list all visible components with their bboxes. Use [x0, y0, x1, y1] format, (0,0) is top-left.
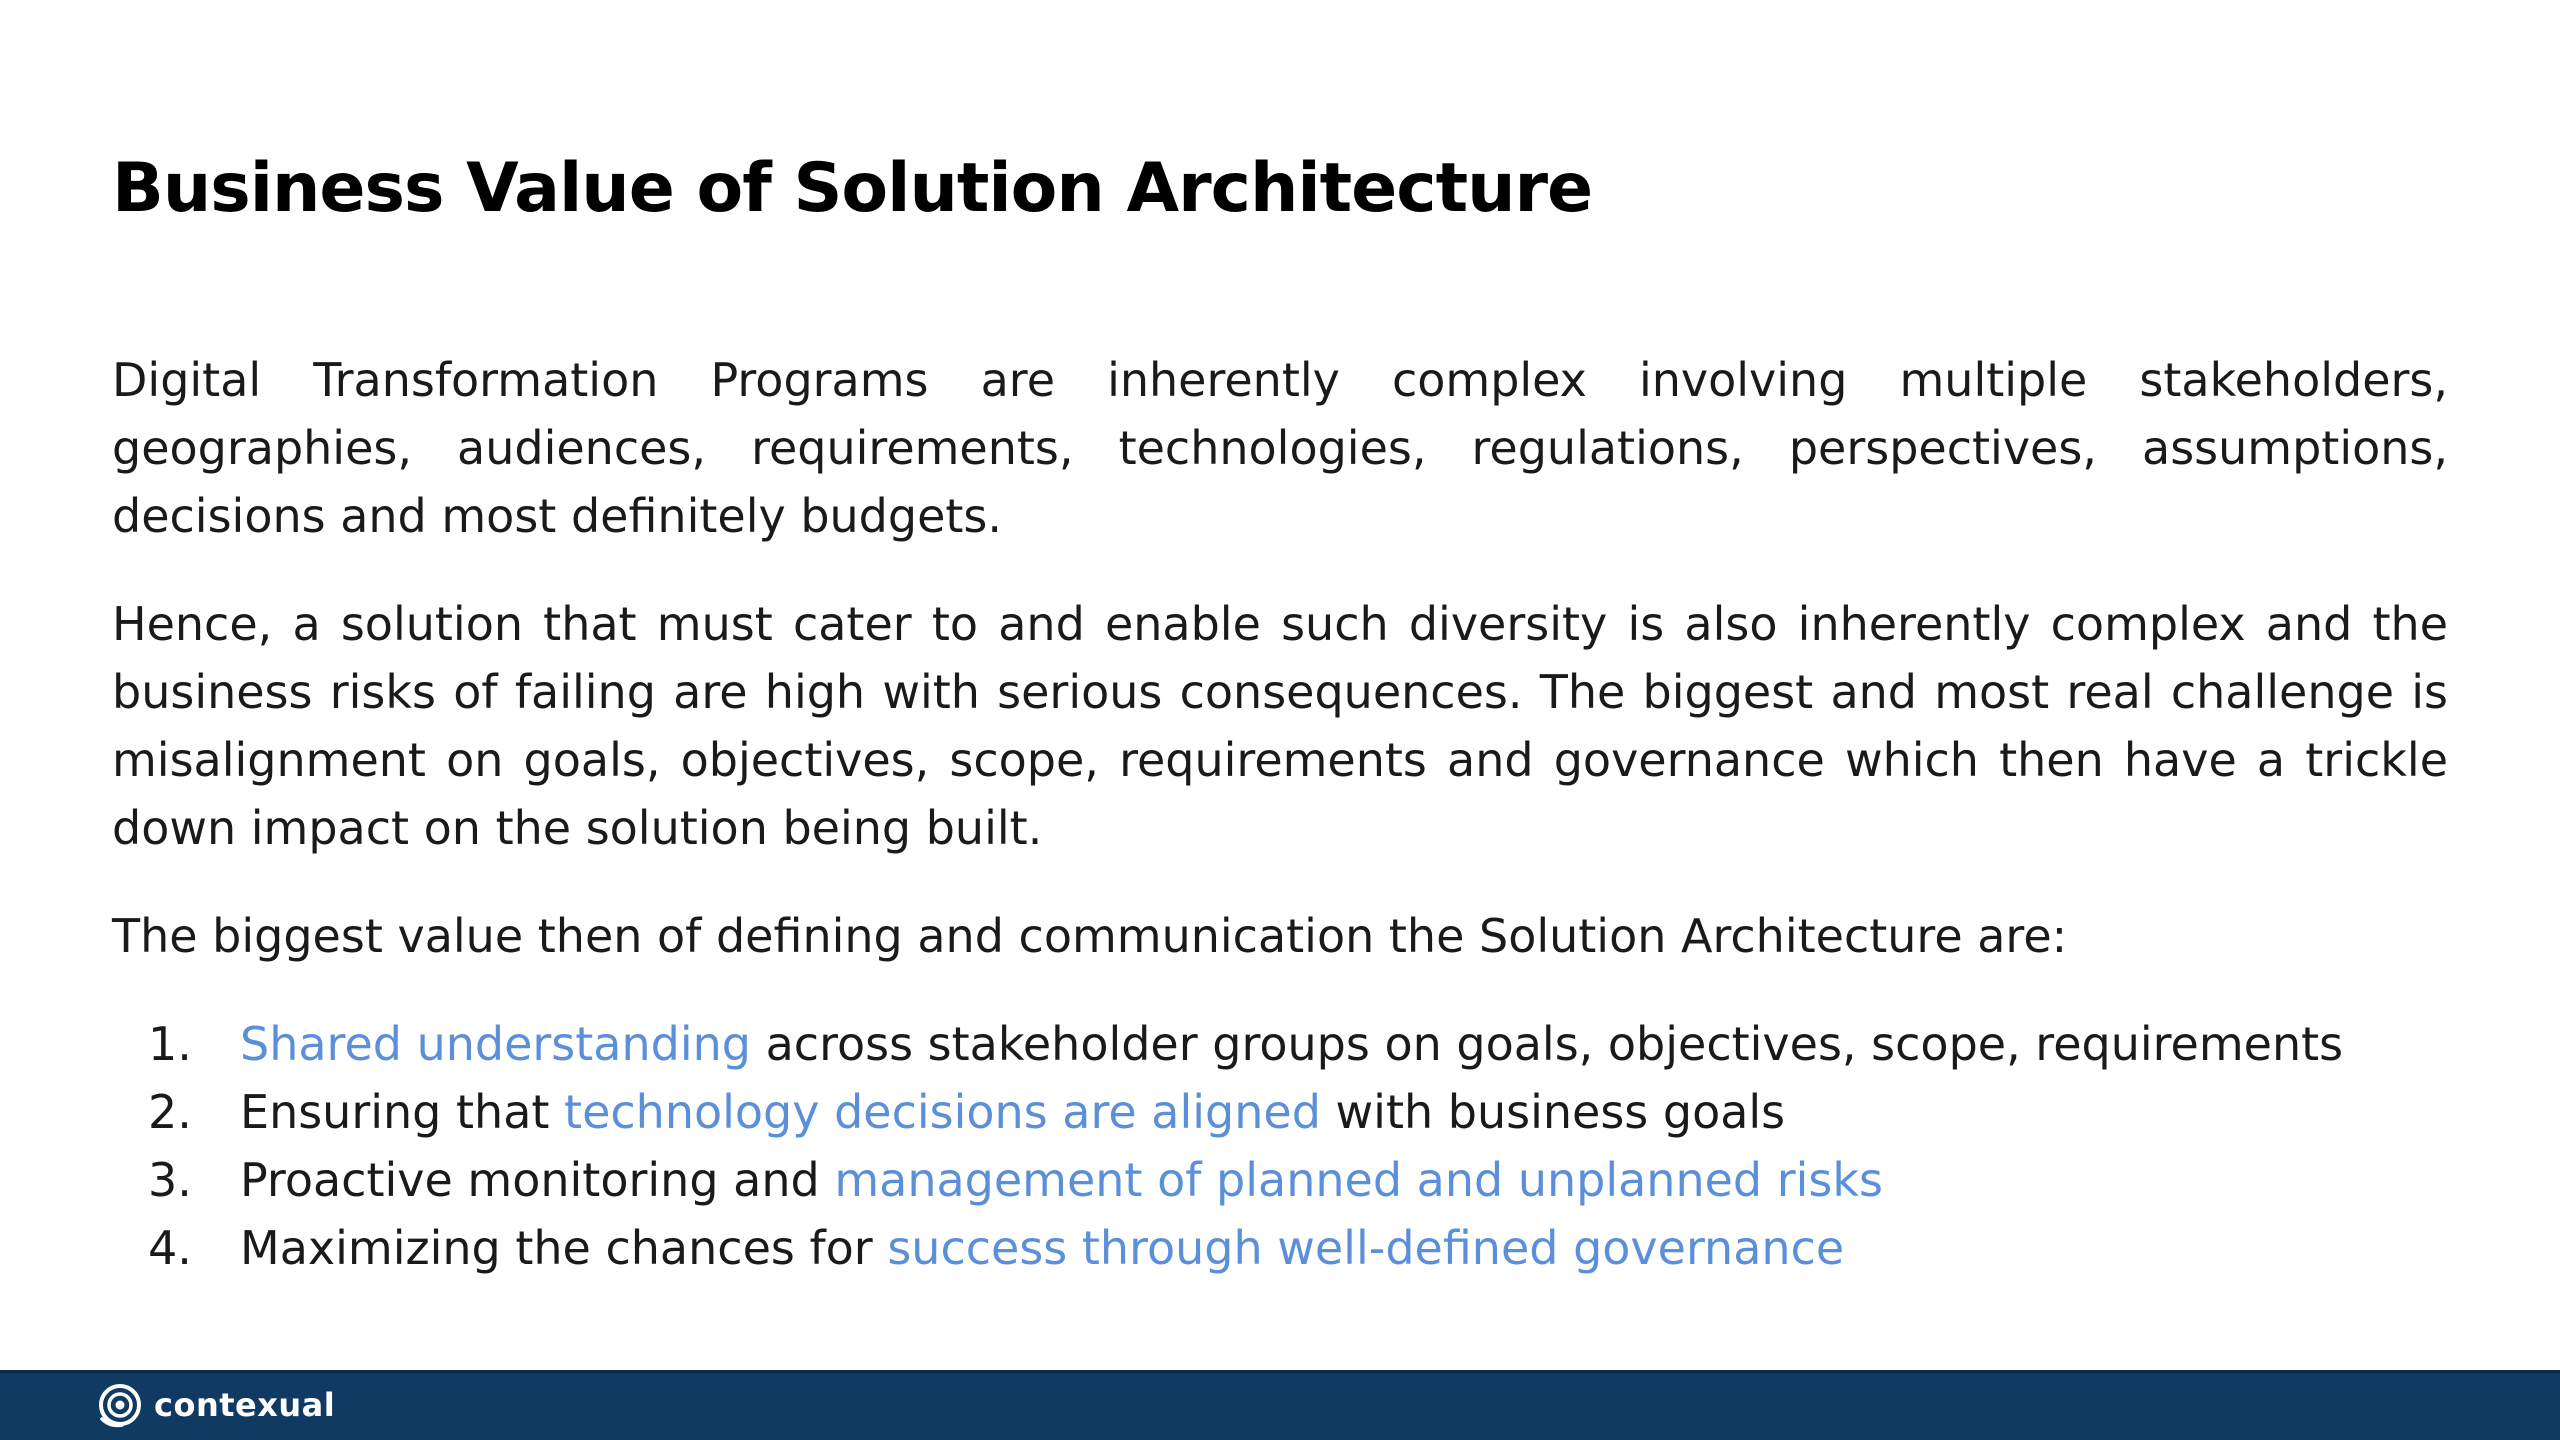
list-item-text-before: Maximizing the chances for: [240, 1221, 888, 1275]
brand-name: contexual: [154, 1386, 336, 1424]
footer-divider: [0, 1370, 2560, 1373]
list-item-highlight: technology decisions are aligned: [564, 1085, 1321, 1139]
list-item-number: 2.: [148, 1085, 192, 1139]
list-item-highlight: management of planned and unplanned risks: [834, 1153, 1883, 1207]
list-item-number: 3.: [148, 1153, 192, 1207]
slide-body: [112, 346, 2448, 1282]
contextual-logo-icon: [96, 1381, 144, 1429]
paragraph-intro: Digital Transformation Programs are inherently complex involving multiple stakeholders, geographies, audiences, requirements, technologies, regulations, perspectives, assumptions, decisions and most definitely budgets.: [112, 353, 2448, 543]
list-item-number: 4.: [148, 1221, 192, 1275]
list-item: [112, 1078, 2448, 1146]
list-item-highlight: success through well-defined governance: [887, 1221, 1845, 1275]
list-item-number: 1.: [148, 1017, 192, 1071]
paragraph-value-lead: The biggest value then of defining and communication the Solution Architecture are:: [112, 909, 2068, 963]
paragraph-complexity: Hence, a solution that must cater to and enable such diversity is also inherently complex and the business risks of failing are high with serious consequences. The biggest and most real challenge is misalignment on goals, objectives, scope, requirements and governance which then have a trickle down impact on the solution being built.: [112, 597, 2448, 855]
list-item-text-before: Proactive monitoring and: [240, 1153, 835, 1207]
value-list: [112, 1010, 2448, 1282]
slide-title: Business Value of Solution Architecture: [112, 149, 1593, 228]
list-item-text-after: across stakeholder groups on goals, objectives, scope, requirements: [750, 1017, 2344, 1071]
list-item-highlight: Shared understanding: [240, 1017, 751, 1071]
list-item-text-after: with business goals: [1320, 1085, 1786, 1139]
list-item: [112, 1214, 2448, 1282]
list-item: [112, 1146, 2448, 1214]
list-item: [112, 1010, 2448, 1078]
footer-bar: [0, 1370, 2560, 1440]
list-item-text-before: Ensuring that: [240, 1085, 565, 1139]
brand-logo: [96, 1380, 335, 1430]
